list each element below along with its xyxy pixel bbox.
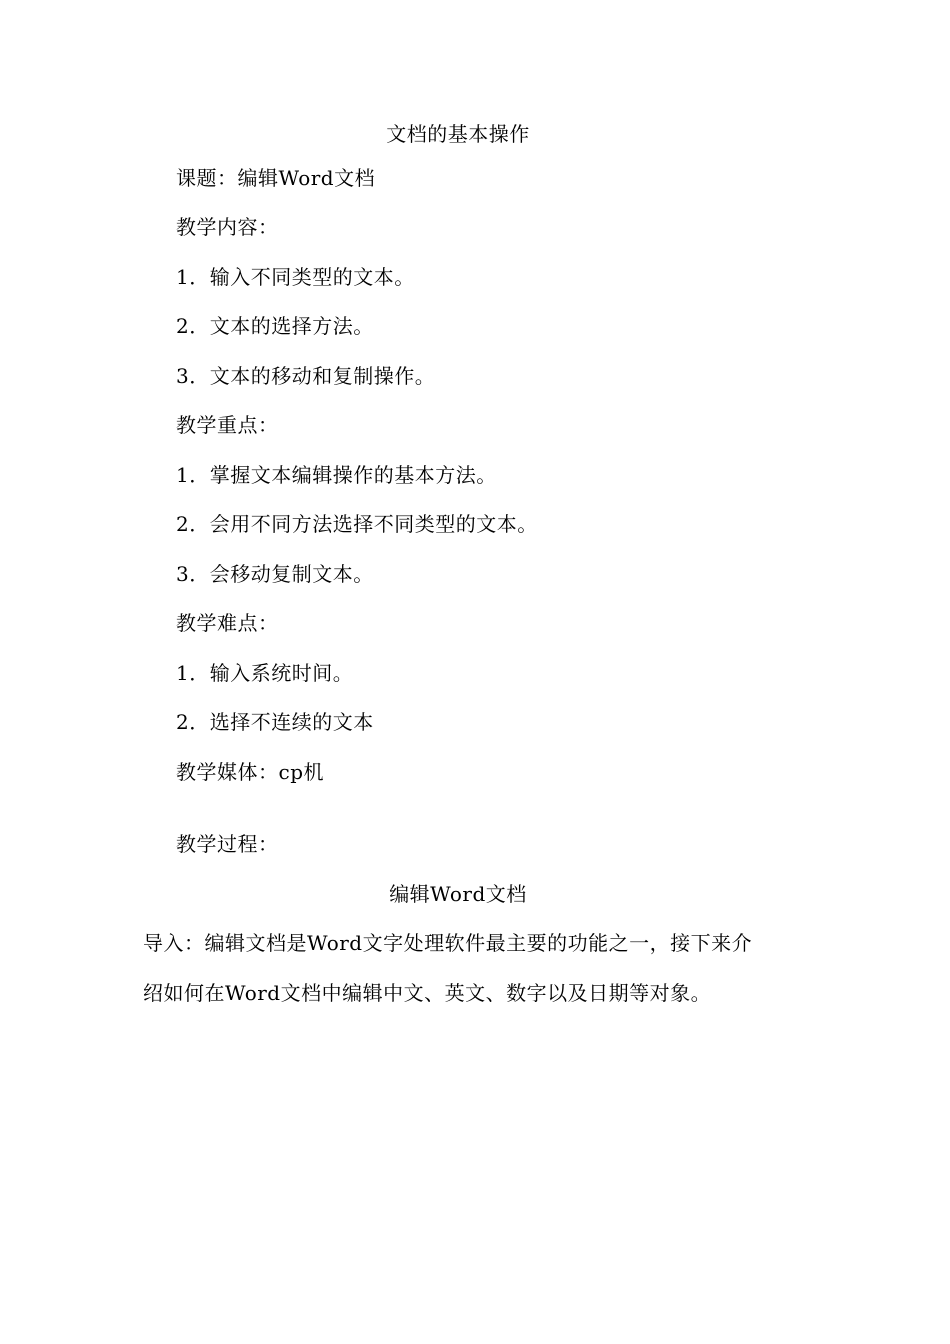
document-title: 文档的基本操作 <box>386 122 530 146</box>
content-item-2: 2．文本的选择方法。 <box>176 314 374 338</box>
content-item-3: 3．文本的移动和复制操作。 <box>176 364 436 388</box>
media-line: 教学媒体：cp机 <box>176 760 325 784</box>
difficulty-2: 2．选择不连续的文本 <box>176 710 374 734</box>
section-title: 编辑Word文档 <box>389 882 527 906</box>
intro-paragraph: 导入：编辑文档是Word文字处理软件最主要的功能之一，接下来介绍如何在Word文档中编辑中文、英文、数字以及日期等对象。 <box>143 931 753 1005</box>
key-point-2: 2．会用不同方法选择不同类型的文本。 <box>176 512 538 536</box>
key-point-3: 3．会移动复制文本。 <box>176 562 374 586</box>
process-heading: 教学过程： <box>176 832 279 856</box>
difficulties-heading: 教学难点： <box>176 611 279 635</box>
key-points-heading: 教学重点： <box>176 413 279 437</box>
content-item-1: 1．输入不同类型的文本。 <box>176 265 415 289</box>
topic-line: 课题：编辑Word文档 <box>176 166 376 190</box>
key-point-1: 1．掌握文本编辑操作的基本方法。 <box>176 463 497 487</box>
content-heading: 教学内容： <box>176 215 279 239</box>
difficulty-1: 1．输入系统时间。 <box>176 661 354 685</box>
